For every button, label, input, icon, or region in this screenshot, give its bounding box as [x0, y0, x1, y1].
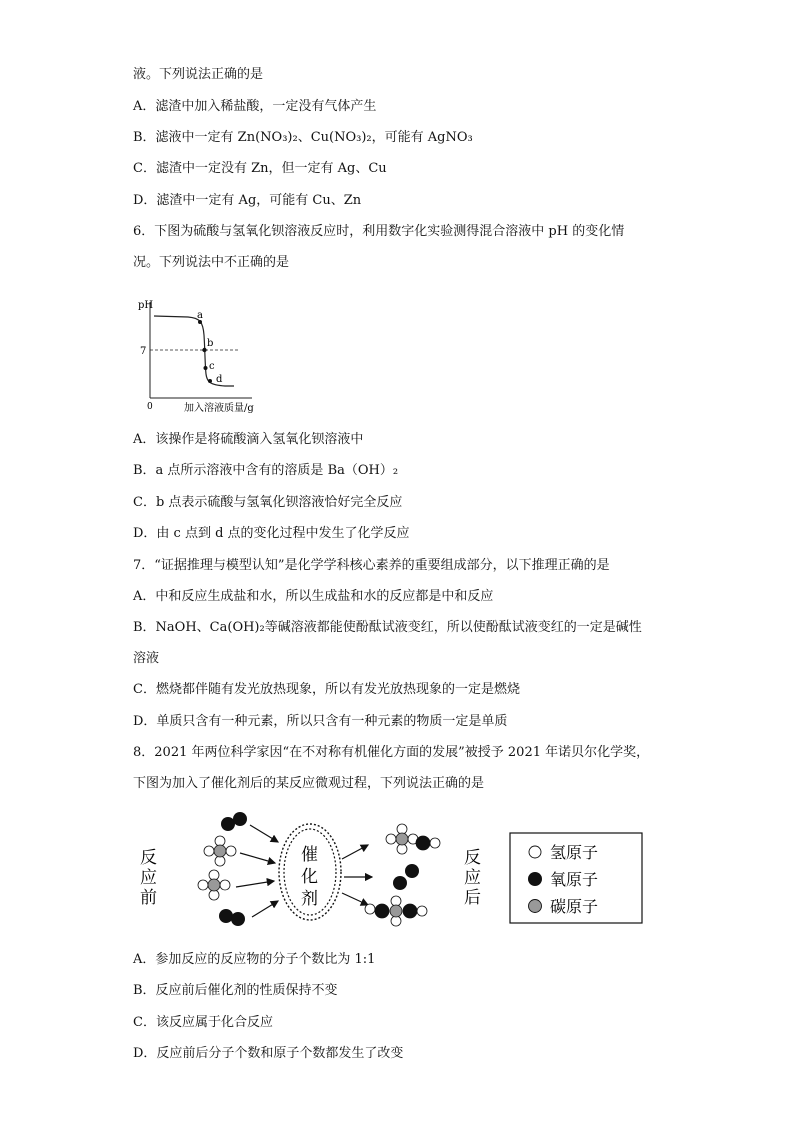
q8-option-b: B．反应前后催化剂的性质保持不变 — [133, 983, 338, 998]
q7-option-c: C．燃烧都伴随有发光放热现象，所以有发光放热现象的一定是燃烧 — [133, 682, 520, 697]
legend-hydrogen-label: 氢原子 — [550, 843, 599, 862]
q5-option-a: A．滤渣中加入稀盐酸，一定没有气体产生 — [133, 99, 377, 114]
after-label-3: 后 — [464, 888, 481, 908]
product-o2-molecule — [393, 864, 419, 890]
q7-option-d: D．单质只含有一种元素，所以只含有一种元素的物质一定是单质 — [133, 714, 508, 729]
point-c-marker — [204, 366, 208, 370]
point-b-label: b — [207, 338, 214, 349]
q8-option-d: D．反应前后分子个数和原子个数都发生了改变 — [133, 1046, 404, 1061]
arrow-in-3 — [236, 881, 274, 887]
q6-option-d: D．由 c 点到 d 点的变化过程中发生了化学反应 — [133, 526, 410, 541]
q8-stem-line2: 下图为加入了催化剂后的某反应微观过程，下列说法正确的是 — [133, 776, 485, 791]
arrow-out-3 — [342, 893, 368, 905]
catalyst-label-1: 催 — [301, 845, 318, 865]
before-label-1: 反 — [140, 848, 157, 868]
catalyst-label-2: 化 — [301, 867, 318, 887]
q7-option-b: B．NaOH、Ca(OH)₂等碱溶液都能使酚酞试液变红，所以使酚酞试液变红的一定是碱性 — [133, 620, 642, 635]
q7-stem: 7．“证据推理与模型认知”是化学学科核心素养的重要组成部分，以下推理正确的是 — [133, 558, 610, 573]
q6-option-c: C．b 点表示硫酸与氢氧化钡溶液恰好完全反应 — [133, 495, 403, 510]
arrow-in-1 — [250, 825, 278, 842]
reactant-o2-molecule-top — [221, 812, 247, 831]
q8-option-c: C．该反应属于化合反应 — [133, 1015, 273, 1030]
origin-label: 0 — [147, 402, 153, 412]
reaction-diagram — [130, 805, 650, 940]
ph-graph — [130, 290, 270, 420]
q8-stem-line1: 8．2021 年两位科学家因“在不对称有机催化方面的发展”被授予 2021 年诺贝尔化学奖， — [133, 745, 650, 760]
q8-option-a: A．参加反应的反应物的分子个数比为 1:1 — [133, 952, 376, 967]
product-molecule-bottom — [365, 896, 427, 926]
q6-stem-line1: 6．下图为硫酸与氢氧化钡溶液反应时，利用数字化实验测得混合溶液中 pH 的变化情 — [133, 224, 625, 239]
legend-carbon-label: 碳原子 — [550, 897, 599, 916]
q6-option-a: A．该操作是将硫酸滴入氢氧化钡溶液中 — [133, 432, 364, 447]
q5-option-b: B．滤液中一定有 Zn(NO₃)₂、Cu(NO₃)₂，可能有 AgNO₃ — [133, 130, 473, 145]
reactant-ch4-molecule-top — [204, 836, 236, 866]
point-d-marker — [208, 379, 212, 383]
after-label-2: 应 — [464, 868, 481, 888]
point-c-label: c — [209, 361, 215, 372]
y-axis-label: pH — [138, 300, 154, 311]
before-label-2: 应 — [140, 868, 157, 888]
reactant-o2-molecule-bottom — [219, 909, 245, 926]
x-axis-label: 加入溶液质量/g — [184, 403, 254, 414]
arrow-in-2 — [240, 853, 275, 863]
q5-option-d: D．滤渣中一定有 Ag，可能有 Cu、Zn — [133, 193, 362, 208]
q5-option-c: C．滤渣中一定没有 Zn，但一定有 Ag、Cu — [133, 161, 387, 176]
y-tick-7: 7 — [140, 346, 147, 357]
after-label-1: 反 — [464, 848, 481, 868]
point-a-label: a — [197, 310, 203, 321]
q6-option-b: B．a 点所示溶液中含有的溶质是 Ba（OH）₂ — [133, 463, 399, 478]
q6-stem-line2: 况。下列说法中不正确的是 — [133, 255, 290, 270]
before-label-3: 前 — [140, 888, 157, 908]
reactant-ch4-molecule-bottom — [198, 870, 230, 900]
oxygen-legend-icon — [528, 872, 542, 886]
legend-oxygen-label: 氧原子 — [550, 870, 599, 889]
q7-option-b-cont: 溶液 — [133, 651, 160, 666]
point-d-label: d — [216, 374, 223, 385]
catalyst-label-3: 剂 — [301, 889, 318, 909]
carbon-legend-icon — [529, 900, 542, 913]
q5-stem-end: 液。下列说法正确的是 — [133, 67, 264, 82]
q7-option-a: A．中和反应生成盐和水，所以生成盐和水的反应都是中和反应 — [133, 589, 494, 604]
arrow-in-4 — [252, 901, 278, 917]
hydrogen-legend-icon — [529, 846, 541, 858]
product-molecule-top — [386, 824, 440, 854]
arrow-out-1 — [342, 845, 368, 859]
